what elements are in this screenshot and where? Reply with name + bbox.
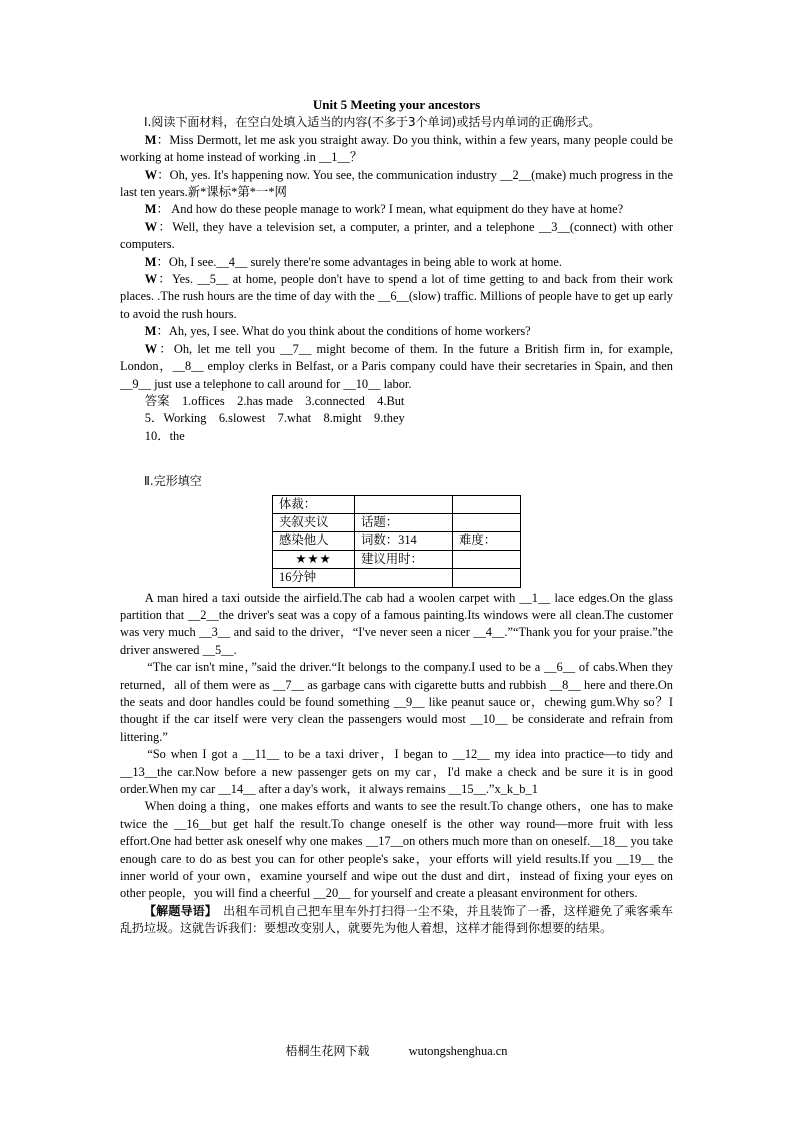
answer-key-line: 答案 1.offices 2.has made 3.connected 4.But (144, 393, 405, 408)
answer-key-line: 5．Working 6.slowest 7.what 8.might 9.they (144, 411, 405, 426)
table-cell (453, 513, 521, 531)
table-cell (453, 495, 521, 513)
speaker-label: W (144, 272, 158, 287)
speaker-label: M (144, 132, 157, 147)
dialogue-text: ：Miss Dermott, let me ask you straight away. Do you think, within a few years, many people could be working at home instead of working .in __1__？ (120, 132, 673, 165)
dialogue-line (120, 254, 673, 271)
table-cell: 体裁： (273, 495, 355, 513)
difficulty-stars: ★★★ (273, 550, 355, 568)
table-cell: 话题： (355, 513, 453, 531)
guide-paragraph (120, 903, 673, 938)
dialogue-text: ：Oh, yes. It's happening now. You see, the communication industry __2__(make) much progress in the last ten years.新*课标*第*一*网 (120, 167, 673, 200)
page-title: Unit 5 Meeting your ancestors (312, 97, 481, 112)
dialogue-line (120, 132, 673, 167)
table-cell (355, 569, 453, 587)
dialogue-text: ：Ah, yes, I see. What do you think about the conditions of home workers? (156, 324, 531, 339)
table-row (273, 495, 521, 513)
dialogue-line (120, 323, 673, 340)
table-cell: 建议用时： (355, 550, 453, 568)
speaker-label: W (144, 219, 158, 234)
table-cell: 16分钟 (273, 569, 355, 587)
table-cell: 感染他人 (273, 532, 355, 550)
table-cell: 词数：314 (355, 532, 453, 550)
answer-key-line: 10．the (144, 428, 185, 443)
table-row (273, 569, 521, 587)
page-footer (0, 1042, 793, 1059)
footer-site-name: 梧桐生花网下载 (285, 1044, 370, 1058)
dialogue-line (120, 201, 673, 218)
passage-info-table (272, 495, 521, 588)
guide-text: 出租车司机自己把车里车外打扫得一尘不染，并且装饰了一番，这样避免了乘客乘车乱扔垃圾。这就告诉我们：要想改变别人，就要先为他人着想，这样才能得到你想要的结果。 (120, 903, 673, 936)
table-cell (355, 495, 453, 513)
cloze-paragraph: “The car isn't mine，”said the driver.“It belongs to the company.I used to be a __6__ of cabs.When they returned，all of them were as __7__ as garbage cans with cigarette butts and rubbish __8__ here and there.On the seats and door handles could be found something __9__ like peanut sauce or，chewing gum.Why so？I thought if the car itself were very clean the passengers would most __10__ be considerate and refrain from littering.” (120, 660, 673, 744)
table-row (273, 550, 521, 568)
dialogue-text: ：Oh, let me tell you __7__ might become of them. In the future a British firm in, for example, London，__8__ employ clerks in Belfast, or a Paris company could have their secretaries in Spain, and then __9__ just use a telephone to call around for __10__ labor. (120, 341, 673, 391)
cloze-paragraph: When doing a thing，one makes efforts and wants to see the result.To change others，one has to make twice the __16__but get half the result.To change oneself is the other way round—more fruit with less effort.One had better ask oneself why one makes __17__on others much more than on oneself.__18__ you take enough care to do as best you can for other people's sake，your efforts will yield results.If you __19__ the inner world of your own，examine yourself and wipe out the dust and dirt，instead of fixing your eyes on other people，you will find a cheerful __20__ for yourself and create a pleasant environment for others. (120, 799, 673, 901)
speaker-label: M (144, 202, 157, 217)
speaker-label: M (144, 324, 157, 339)
table-row (273, 513, 521, 531)
table-cell: 难度： (453, 532, 521, 550)
table-row (273, 532, 521, 550)
dialogue-text: ：Well, they have a television set, a computer, a printer, and a telephone __3__(connect) with other computers. (120, 219, 673, 252)
cloze-paragraph: A man hired a taxi outside the airfield.The cab had a woolen carpet with __1__ lace edges.On the glass partition that __2__the driver's seat was a copy of a famous painting.Its windows were all clean.The customer was very much __3__ and said to the driver，“I've never seen a nicer __4__.”“Thank you for your praise.”the driver answered __5__. (120, 590, 673, 657)
section2-heading: Ⅱ.完形填空 (144, 474, 202, 489)
speaker-label: M (144, 254, 157, 269)
table-cell (453, 550, 521, 568)
dialogue-line (120, 219, 673, 254)
document-body (120, 96, 673, 938)
section1-instruction: Ⅰ.阅读下面材料，在空白处填入适当的内容(不多于3个单词)或括号内单词的正确形式。 (144, 115, 601, 130)
footer-site-url: wutongshenghua.cn (408, 1044, 508, 1058)
table-cell (453, 569, 521, 587)
cloze-paragraph: “So when I got a __11__ to be a taxi driver，I began to __12__ my idea into practice—to tidy and __13__the car.Now before a new passenger gets on my car，I'd make a check and be sure it is in good order.When my car __14__ after a day's work，it always remains __15__.”x_k_b_1 (120, 747, 673, 797)
dialogue-text: ：Yes. __5__ at home, people don't have to spend a lot of time getting to and back from their work places. .The rush hours are the time of day with the __6__(slow) traffic. Millions of people have to get up early to avoid the rush hours. (120, 272, 673, 321)
speaker-label: W (144, 341, 158, 356)
dialogue-line (120, 167, 673, 202)
dialogue-line (120, 271, 673, 323)
speaker-label: W (144, 167, 158, 182)
dialogue-text: ： And how do these people manage to work? I mean, what equipment do they have at home? (156, 202, 624, 217)
dialogue-text: ：Oh, I see.__4__ surely there're some advantages in being able to work at home. (156, 254, 562, 269)
dialogue-line (120, 341, 673, 393)
table-cell: 夹叙夹议 (273, 513, 355, 531)
guide-label: 【解题导语】 (144, 903, 211, 918)
